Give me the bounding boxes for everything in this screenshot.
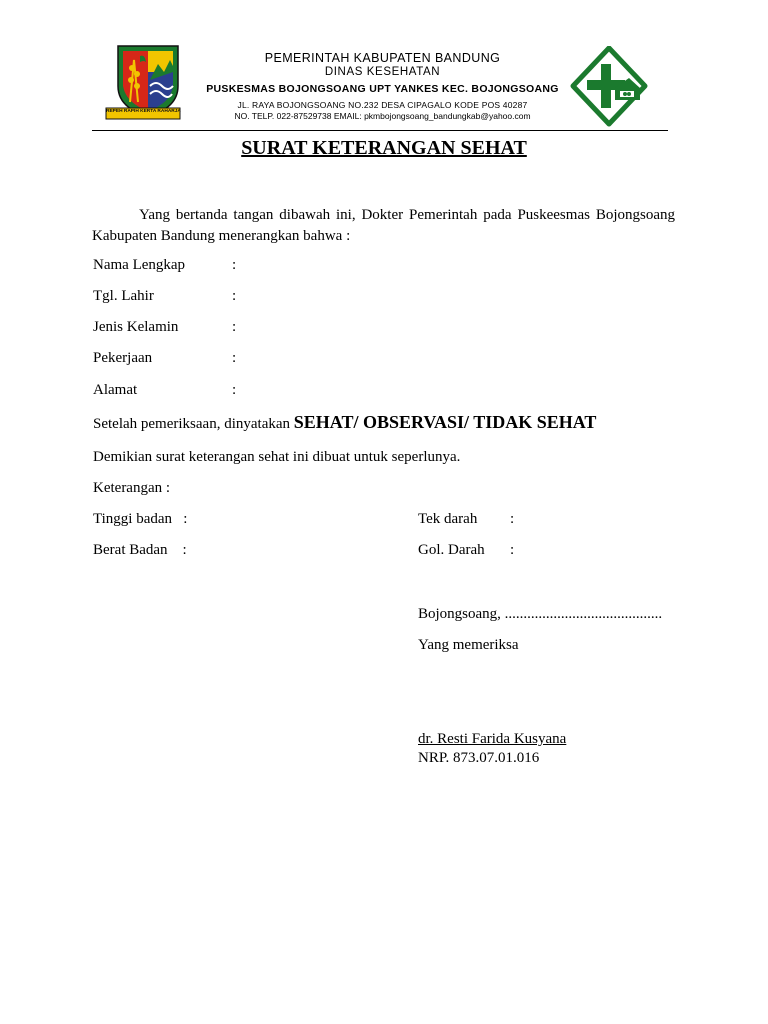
berat-badan-label: Berat Badan : xyxy=(93,542,187,558)
field-colon-pekerjaan: : xyxy=(232,350,237,366)
field-colon-jenis-kelamin: : xyxy=(232,319,237,335)
tek-darah-colon: : xyxy=(510,511,515,527)
field-label-jenis-kelamin: Jenis Kelamin xyxy=(93,319,179,335)
field-label-pekerjaan: Pekerjaan xyxy=(93,350,153,366)
field-colon-nama: : xyxy=(232,257,237,273)
intro-paragraph: Yang bertanda tangan dibawah ini, Dokter Pemerintah pada Puskeesmas Bojongsoang Kabupaten Bandung menerangkan bahwa : xyxy=(92,207,675,244)
doctor-name: dr. Resti Farida Kusyana xyxy=(418,731,567,747)
letterhead-address: JL. RAYA BOJONGSOANG NO.232 DESA CIPAGALO KODE POS 40287 xyxy=(237,100,528,110)
field-label-nama: Nama Lengkap xyxy=(93,257,186,273)
result-prefix: Setelah pemeriksaan, dinyatakan xyxy=(93,416,294,432)
doctor-nrp: NRP. 873.07.01.016 xyxy=(418,750,540,766)
field-colon-tgl-lahir: : xyxy=(232,288,237,304)
result-options: SEHAT/ OBSERVASI/ TIDAK SEHAT xyxy=(293,412,597,432)
keterangan-label: Keterangan : xyxy=(93,480,171,496)
closing-statement: Demikian surat keterangan sehat ini dibuat untuk seperlunya. xyxy=(93,449,461,465)
field-colon-alamat: : xyxy=(232,382,237,398)
result-line xyxy=(93,412,596,433)
tinggi-badan-label: Tinggi badan : xyxy=(93,511,188,527)
examiner-label: Yang memeriksa xyxy=(418,637,519,653)
field-label-tgl-lahir: Tgl. Lahir xyxy=(93,288,154,304)
letterhead-divider xyxy=(92,130,668,131)
place-date: Bojongsoang, .......................................... xyxy=(418,606,663,622)
letterhead-contact: NO. TELP. 022-87529738 EMAIL: pkmbojongsoang_bandungkab@yahoo.com xyxy=(234,111,531,121)
tek-darah-label: Tek darah xyxy=(418,511,478,527)
letterhead-department: DINAS KESEHATAN xyxy=(324,66,441,78)
kabupaten-bandung-logo xyxy=(96,42,186,124)
logo-ribbon-text: REPEH RAPIH KERTA RAHARJA xyxy=(106,109,181,114)
gol-darah-label: Gol. Darah xyxy=(418,542,485,558)
field-label-alamat: Alamat xyxy=(93,382,138,398)
gol-darah-colon: : xyxy=(510,542,515,558)
letterhead-puskesmas: PUSKESMAS BOJONGSOANG UPT YANKES KEC. BOJONGSOANG xyxy=(206,83,559,95)
puskesmas-logo xyxy=(570,46,648,128)
puskesmas-cross-icon xyxy=(570,46,648,128)
document-title: SURAT KETERANGAN SEHAT xyxy=(241,137,527,159)
letterhead-government: PEMERINTAH KABUPATEN BANDUNG xyxy=(264,51,501,65)
